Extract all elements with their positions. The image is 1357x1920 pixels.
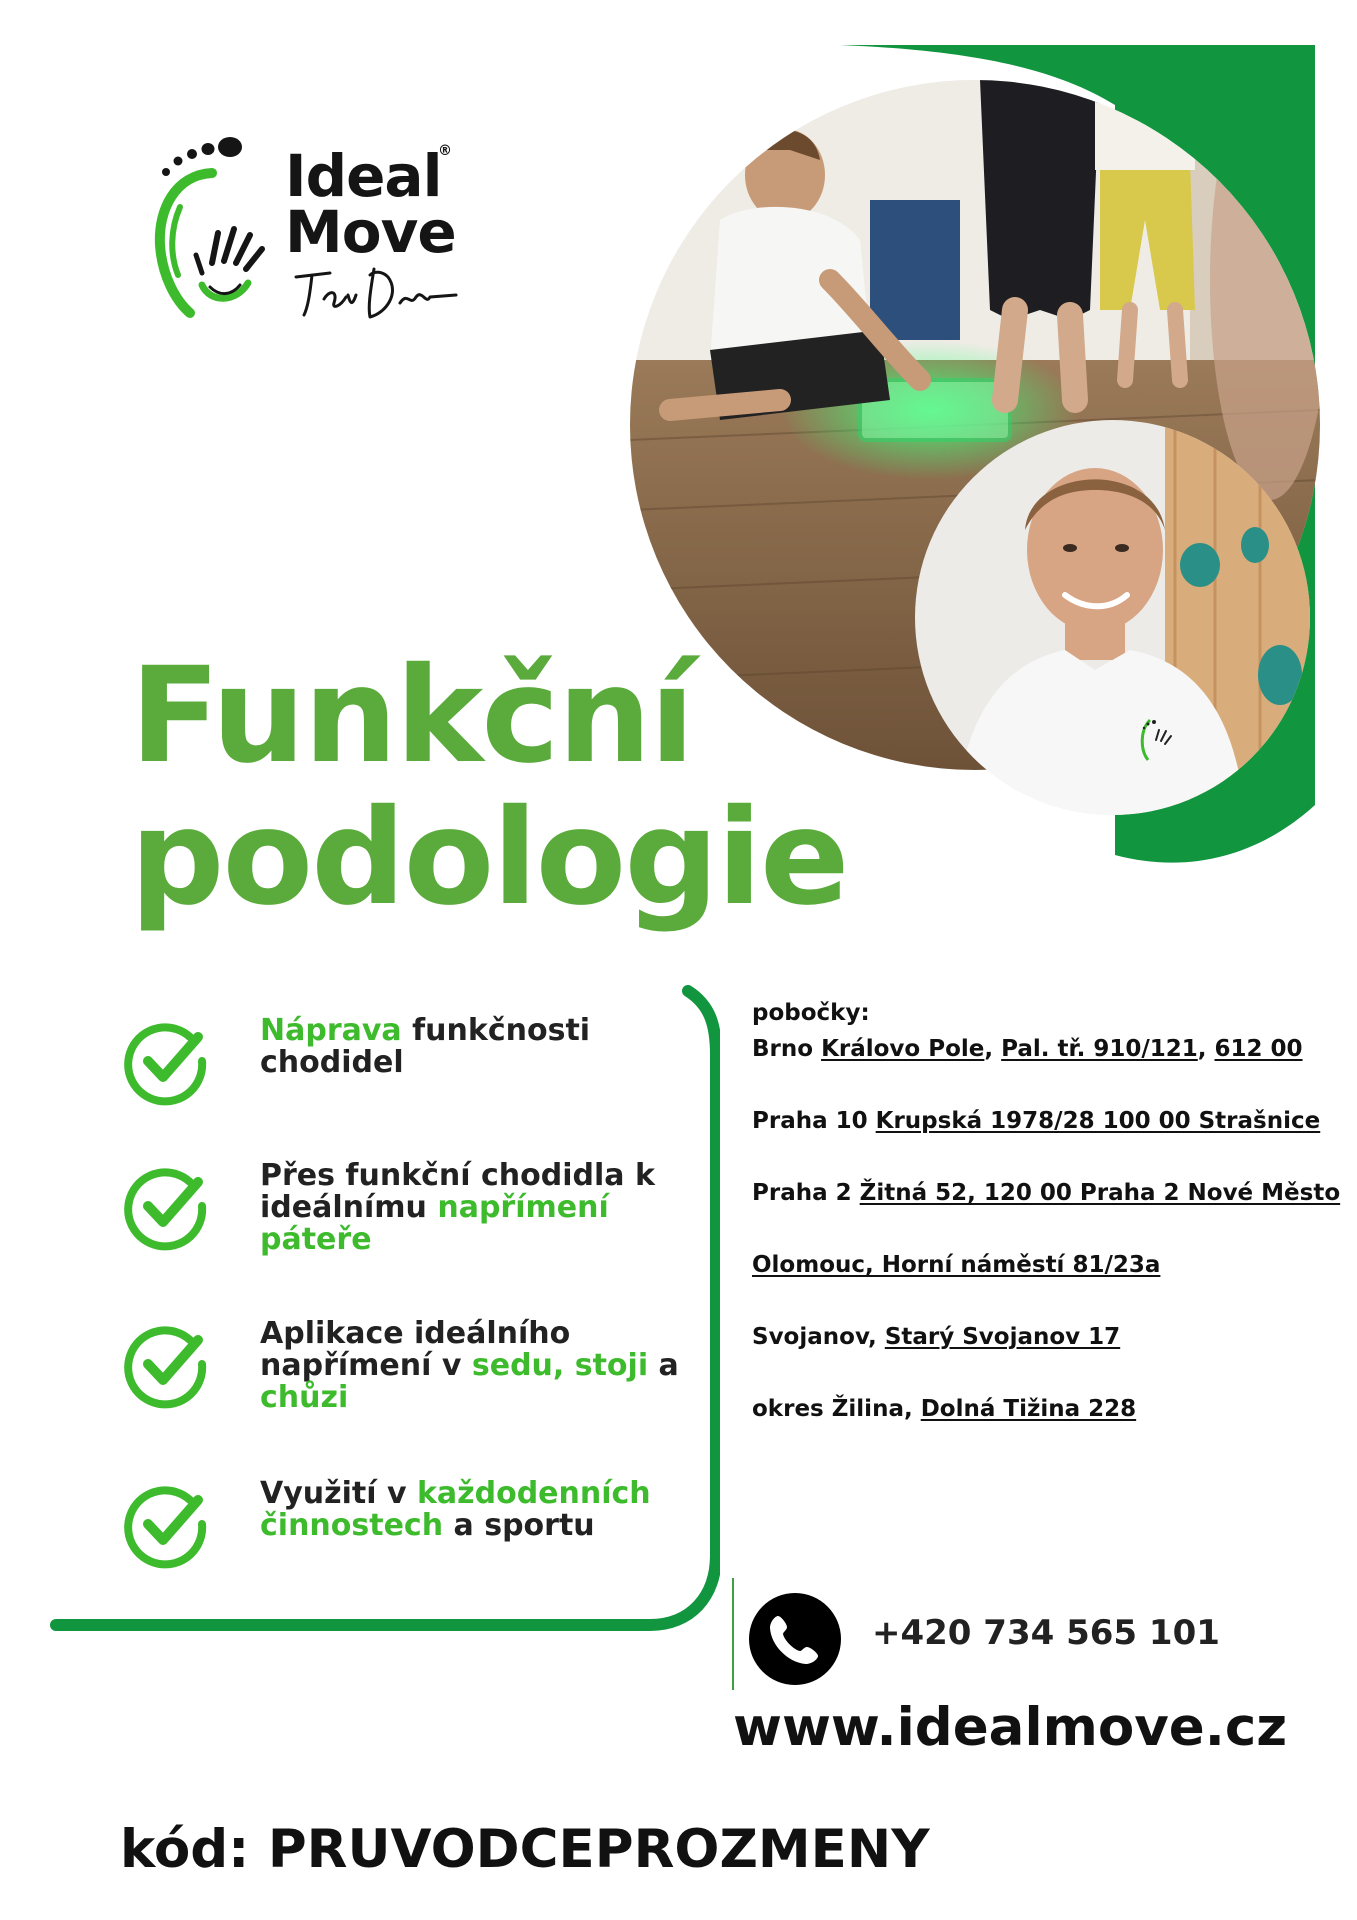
branch-address-link[interactable]: Královo Pole xyxy=(821,1036,985,1062)
branch-address-text: , xyxy=(1197,1036,1215,1062)
benefit-highlight: Náprava xyxy=(260,1013,402,1048)
branch-address xyxy=(752,1029,1342,1069)
branch-address-text: Svojanov, xyxy=(752,1324,885,1350)
promo-code: kód: PRUVODCEPROZMENY xyxy=(120,1819,930,1880)
page-title xyxy=(130,639,850,935)
branch-address-link[interactable]: Pal. tř. 910/121 xyxy=(1001,1036,1198,1062)
contact-divider xyxy=(732,1578,734,1690)
branches-label: pobočky: xyxy=(752,1000,870,1026)
benefit-highlight: napřímení páteře xyxy=(260,1190,609,1257)
branch-address xyxy=(752,1317,1342,1357)
checkmark-circle-icon xyxy=(120,1478,212,1570)
benefit-text xyxy=(260,1318,700,1414)
benefit-text xyxy=(260,1478,700,1542)
website-link[interactable]: www.idealmove.cz xyxy=(733,1697,1288,1758)
branch-items xyxy=(752,1029,1342,1429)
benefit-item xyxy=(120,1160,690,1280)
benefit-highlight: chůzi xyxy=(260,1380,349,1415)
branch-address-text: Praha 10 xyxy=(752,1108,876,1134)
phone-icon xyxy=(748,1592,842,1686)
branch-address-link[interactable]: Žitná 52, 120 00 Praha 2 Nové Město xyxy=(859,1180,1341,1206)
checkmark-circle-icon xyxy=(120,1318,212,1410)
benefit-text-part: Aplikace ideálního napřímení v xyxy=(260,1316,571,1383)
footprint-hands-icon xyxy=(150,135,280,325)
registered-mark: ® xyxy=(438,143,452,159)
benefit-item xyxy=(120,1015,690,1135)
signature-icon xyxy=(290,263,460,323)
branch-address xyxy=(752,1245,1342,1285)
title-line1: Funkční xyxy=(130,639,693,793)
brand-name-line1: Ideal xyxy=(285,142,442,210)
benefit-item xyxy=(120,1478,690,1598)
branch-address xyxy=(752,1389,1342,1429)
branch-address-text: Praha 2 xyxy=(752,1180,860,1206)
branch-address-link[interactable]: Krupská 1978/28 100 00 Strašnice xyxy=(875,1108,1321,1134)
benefit-highlight: sedu, stoji xyxy=(471,1348,649,1383)
benefit-text-part: a sportu xyxy=(443,1508,595,1543)
branch-address-text: okres Žilina, xyxy=(752,1396,921,1422)
title-line2: podologie xyxy=(130,781,848,935)
brand-logo xyxy=(150,135,480,325)
phone-number[interactable]: +420 734 565 101 xyxy=(872,1613,1220,1653)
benefit-text-part: a xyxy=(648,1348,679,1383)
branch-address-link[interactable]: Starý Svojanov 17 xyxy=(884,1324,1121,1350)
branch-address-link[interactable]: Dolná Tižina 228 xyxy=(920,1396,1137,1422)
branch-address-text: Brno xyxy=(752,1036,822,1062)
benefit-text-part: Přes funkční chodidla k ideálnímu xyxy=(260,1158,655,1225)
benefit-text-part: funkčnosti chodidel xyxy=(260,1013,591,1080)
benefit-text xyxy=(260,1015,700,1079)
branch-address xyxy=(752,1101,1342,1141)
branches-list xyxy=(752,997,1342,1429)
benefit-item xyxy=(120,1318,690,1438)
branch-address xyxy=(752,1173,1342,1213)
photo-portrait-therapist xyxy=(915,420,1310,815)
benefit-text-part: Využití v xyxy=(260,1476,417,1511)
benefit-text xyxy=(260,1160,700,1256)
checkmark-circle-icon xyxy=(120,1160,212,1252)
checkmark-circle-icon xyxy=(120,1015,212,1107)
branch-address-link[interactable]: Olomouc, Horní náměstí 81/23a xyxy=(752,1252,1161,1278)
branch-address-link[interactable]: 612 00 xyxy=(1214,1036,1303,1062)
brand-name-line2: Move xyxy=(285,198,456,266)
branch-address-text: , xyxy=(984,1036,1002,1062)
benefit-highlight: každodenních činnostech xyxy=(260,1476,651,1543)
